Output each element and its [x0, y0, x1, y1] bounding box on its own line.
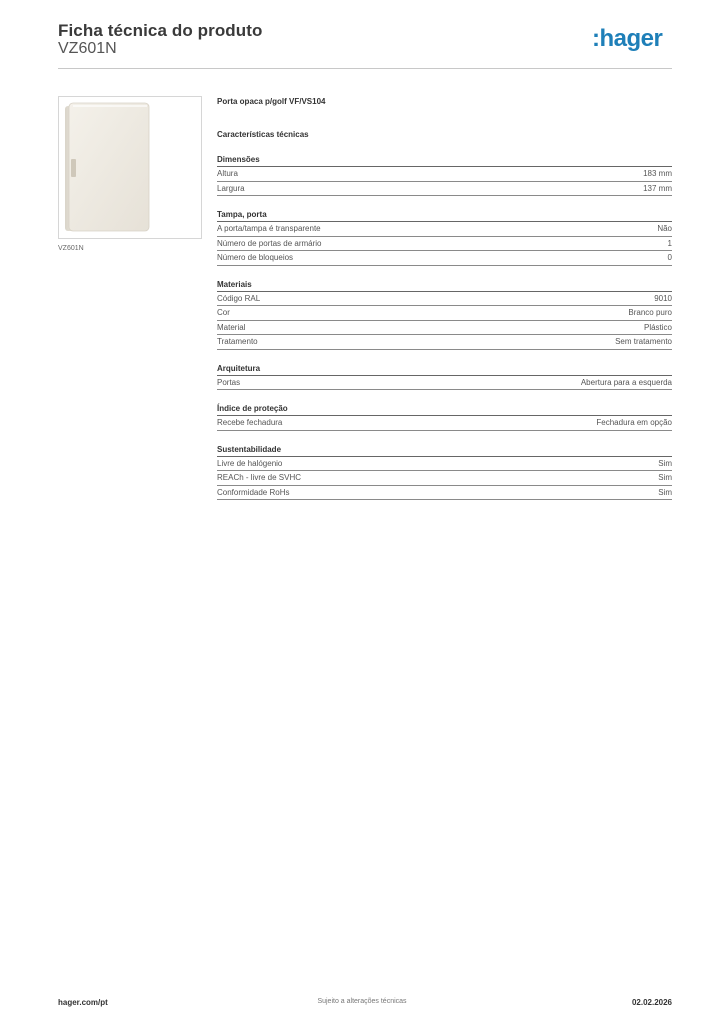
spec-section: [217, 209, 672, 266]
section-title: Dimensões: [217, 154, 672, 167]
section-title: Tampa, porta: [217, 209, 672, 222]
spec-section: [217, 154, 672, 196]
spec-label: Cor: [217, 308, 230, 318]
spec-value: 0: [667, 253, 672, 263]
door-panel-icon: [59, 97, 201, 238]
spec-section: [217, 403, 672, 431]
spec-label: Material: [217, 322, 246, 332]
spec-value: 1: [667, 238, 672, 248]
product-name: Porta opaca p/golf VF/VS104: [217, 97, 326, 106]
spec-label: Recebe fechadura: [217, 418, 283, 428]
spec-row: [217, 471, 672, 486]
spec-value: Não: [657, 224, 672, 234]
header-divider: [58, 68, 672, 69]
footer-website: hager.com/pt: [58, 998, 108, 1007]
spec-label: Código RAL: [217, 293, 261, 303]
spec-value: 183 mm: [643, 169, 672, 179]
spec-row: [217, 486, 672, 501]
page-title: Ficha técnica do produto: [58, 21, 263, 40]
spec-row: [217, 222, 672, 237]
spec-value: Sem tratamento: [615, 337, 672, 347]
spec-value: 9010: [654, 293, 672, 303]
spec-row: [217, 167, 672, 182]
spec-row: [217, 457, 672, 472]
spec-value: 137 mm: [643, 183, 672, 193]
spec-row: [217, 182, 672, 197]
spec-content: [217, 96, 672, 500]
spec-label: Tratamento: [217, 337, 258, 347]
spec-label: Conformidade RoHs: [217, 487, 290, 497]
hager-logo: :hager: [592, 25, 663, 52]
spec-label: Livre de halógenio: [217, 458, 283, 468]
spec-section: [217, 444, 672, 501]
spec-label: REACh - livre de SVHC: [217, 473, 302, 483]
spec-row: [217, 251, 672, 266]
spec-row: [217, 376, 672, 391]
spec-row: [217, 416, 672, 431]
spec-section: [217, 279, 672, 350]
section-title: Arquitetura: [217, 363, 672, 376]
spec-label: Número de bloqueios: [217, 253, 294, 263]
spec-row: [217, 237, 672, 252]
section-title: Sustentabilidade: [217, 444, 672, 457]
spec-row: [217, 292, 672, 307]
footer-date: 02.02.2026: [631, 998, 672, 1007]
section-title: Materiais: [217, 279, 672, 292]
section-title: Índice de proteção: [217, 403, 672, 416]
spec-label: Largura: [217, 183, 245, 193]
spec-value: Fechadura em opção: [596, 418, 672, 428]
spec-label: A porta/tampa é transparente: [217, 224, 321, 234]
technical-characteristics-heading: Características técnicas: [217, 130, 309, 139]
spec-value: Sim: [658, 487, 672, 497]
spec-label: Número de portas de armário: [217, 238, 322, 248]
spec-label: Portas: [217, 377, 241, 387]
image-caption: VZ601N: [58, 245, 84, 252]
spec-row: [217, 321, 672, 336]
spec-label: Altura: [217, 169, 238, 179]
spec-value: Abertura para a esquerda: [580, 377, 672, 387]
product-code: VZ601N: [58, 40, 117, 57]
product-image: [58, 96, 202, 239]
footer-notice: Sujeito a alterações técnicas: [317, 998, 407, 1005]
spec-value: Sim: [658, 473, 672, 483]
spec-row: [217, 306, 672, 321]
spec-value: Branco puro: [628, 308, 672, 318]
spec-section: [217, 363, 672, 391]
spec-row: [217, 335, 672, 350]
spec-value: Sim: [658, 458, 672, 468]
spec-value: Plástico: [643, 322, 672, 332]
